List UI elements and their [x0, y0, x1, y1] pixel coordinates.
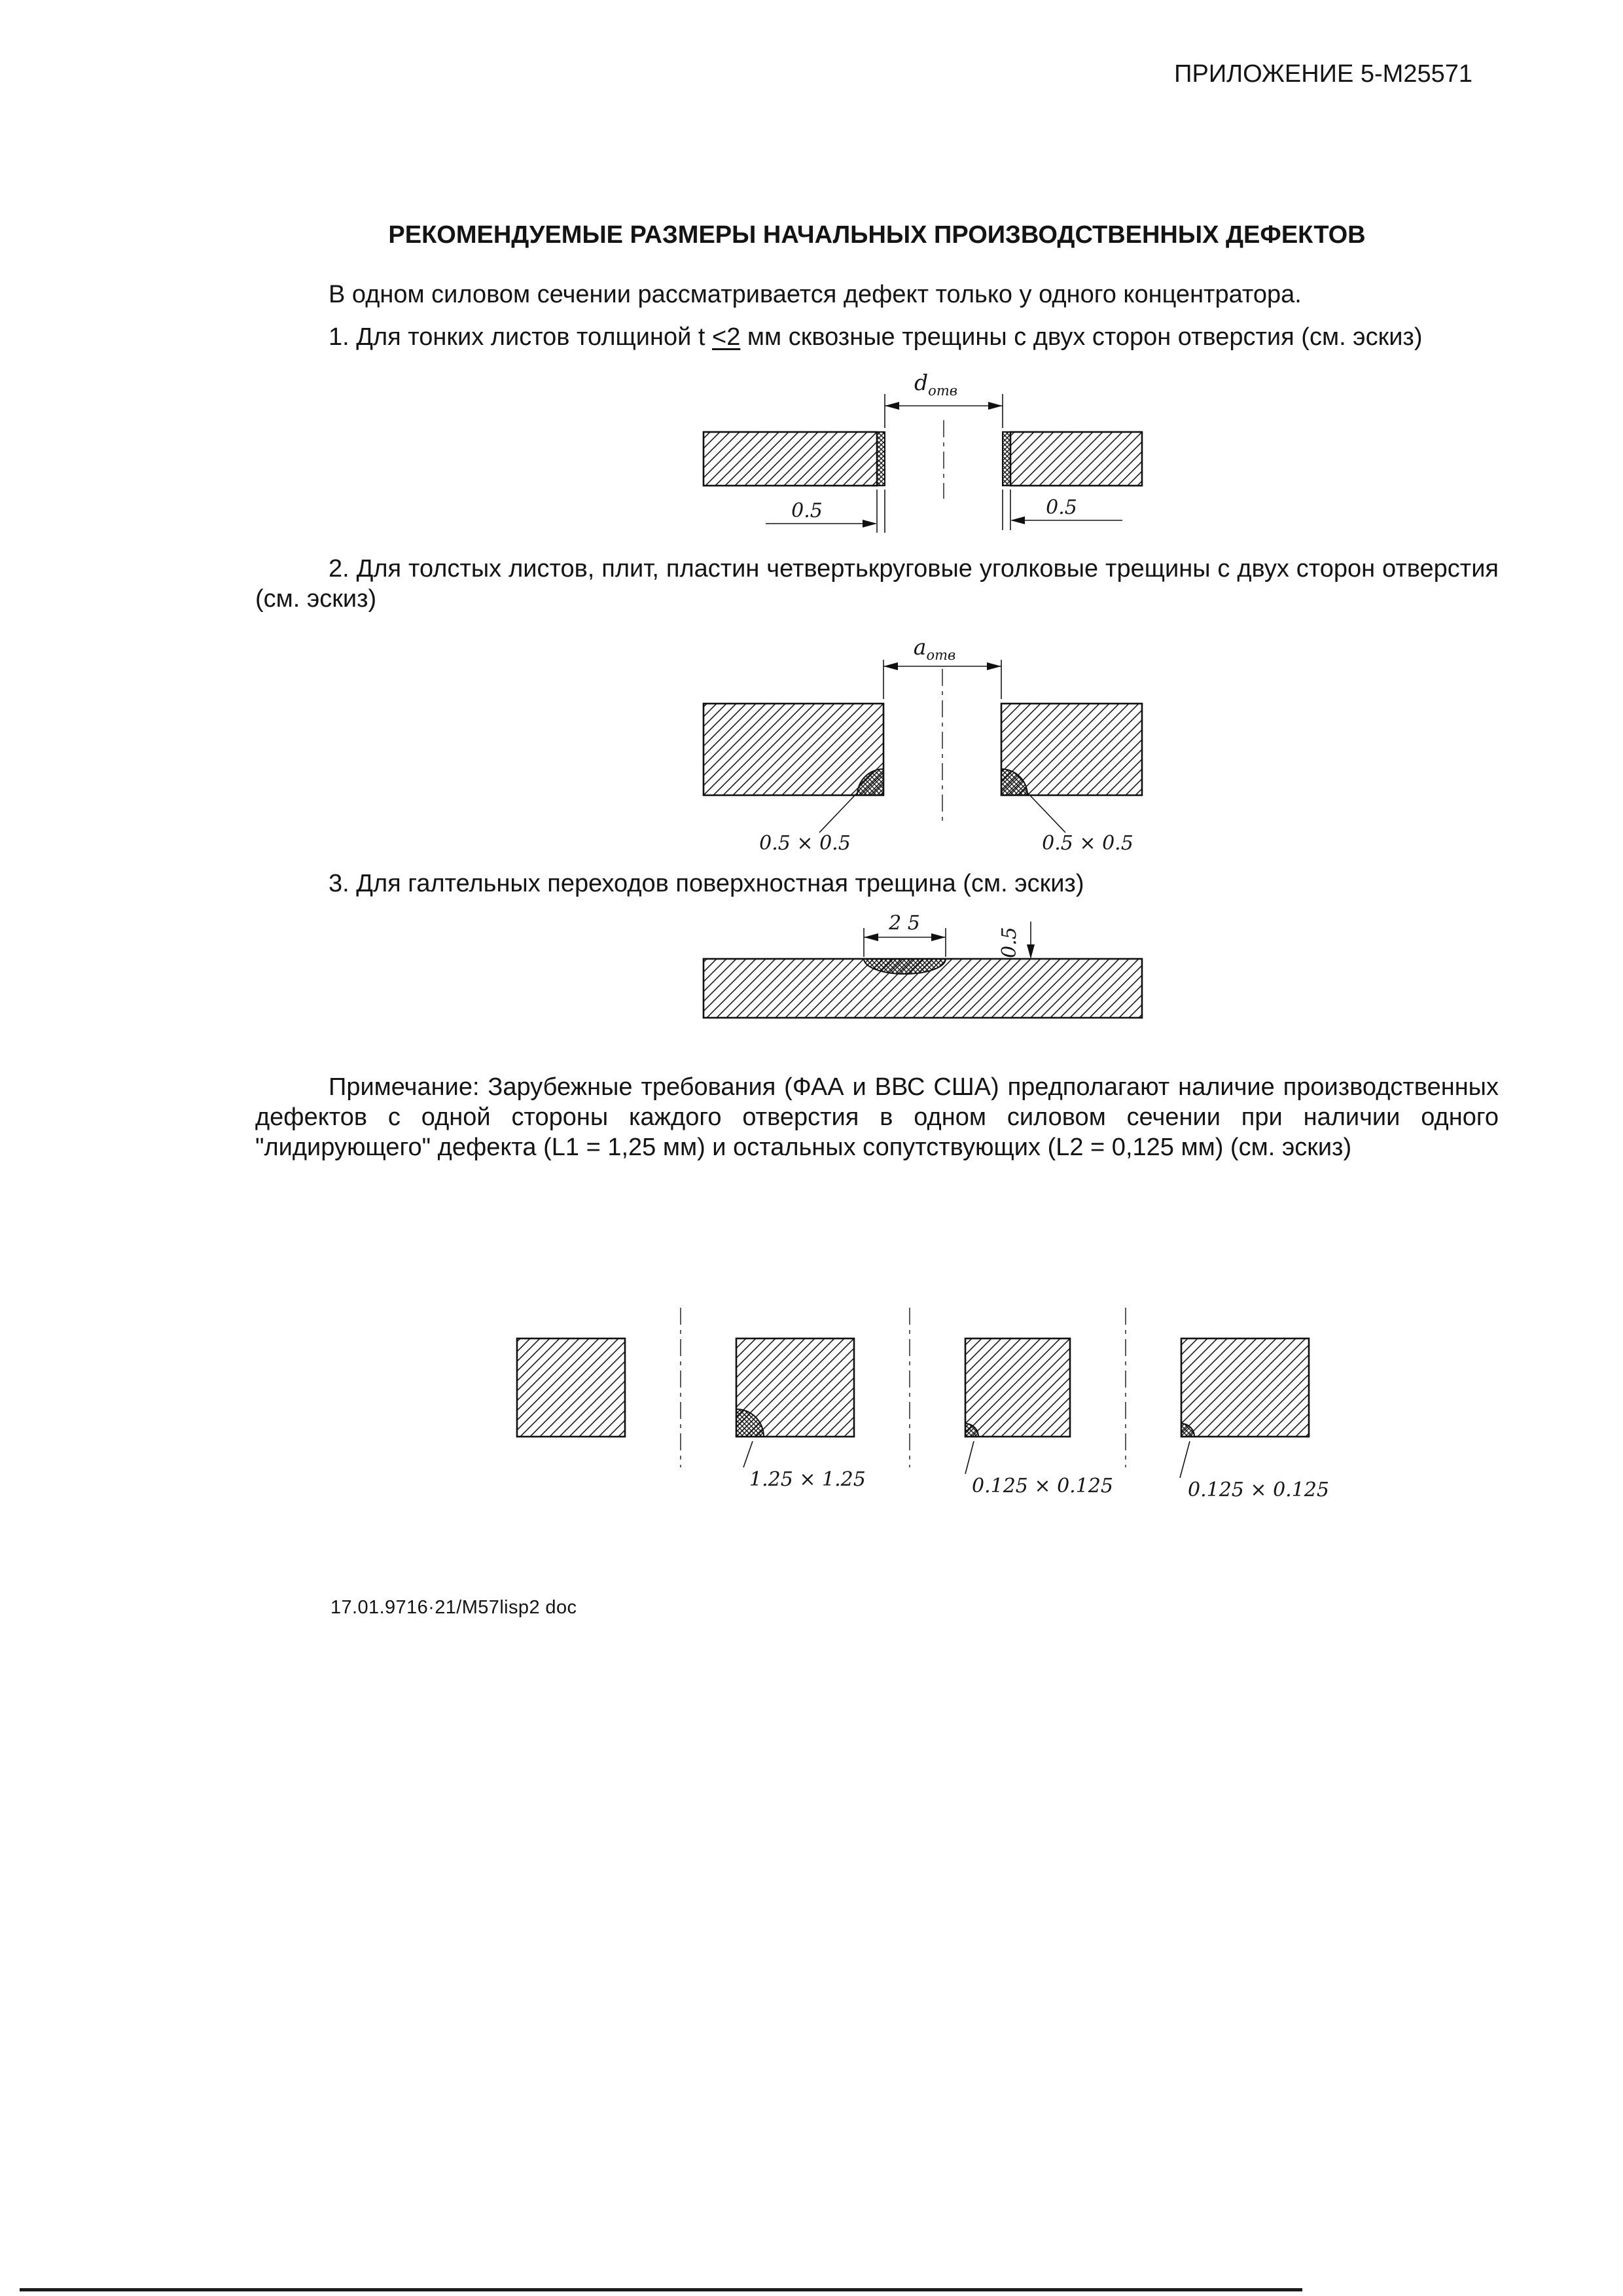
sketch-fillet-surface-crack — [654, 903, 1211, 1060]
plate-right-section — [1010, 432, 1142, 486]
strip-sections — [517, 1308, 1309, 1467]
arrowhead — [988, 402, 1003, 410]
item-1-text-pre: 1. Для тонких листов толщиной t — [329, 323, 713, 351]
item-2-paragraph: 2. Для толстых листов, плит, пластин четвертькруговые уголковые трещины с двух сторон отверстия (см. эскиз) — [255, 555, 1499, 613]
diameter-subscript: отв — [926, 647, 956, 663]
intro-paragraph: В одном силовом сечении рассматривается дефект только у одного концентратора. — [329, 281, 1302, 308]
document-title: РЕКОМЕНДУЕМЫЕ РАЗМЕРЫ НАЧАЛЬНЫХ ПРОИЗВОДСТВЕННЫХ ДЕФЕКТОВ — [388, 221, 1366, 249]
accompanying-crack-size-label-1: 0.125 × 0.125 — [972, 1475, 1113, 1498]
strip-section-3 — [965, 1338, 1070, 1437]
item-1-text-post: мм сквозные трещины с двух сторон отверстия (см. эскиз) — [740, 323, 1423, 351]
arrowhead — [1010, 516, 1025, 524]
crack-length-dimension — [864, 912, 946, 957]
sketch-thick-plate-corner-cracks — [654, 628, 1211, 864]
arrowhead — [883, 662, 898, 670]
crack-size-dimension-right — [1003, 490, 1122, 530]
item-1-paragraph — [255, 322, 1499, 352]
arrowhead — [1027, 944, 1035, 959]
hole-diameter-label — [914, 634, 955, 663]
arrowhead — [987, 662, 1001, 670]
arrowhead — [863, 520, 877, 528]
crack-depth-dimension — [952, 922, 1052, 959]
leading-crack-size-label: 1.25 × 1.25 — [749, 1468, 866, 1491]
crack-length-label: 2 5 — [889, 912, 920, 935]
hole-diameter-dimension — [883, 634, 1001, 699]
corner-crack-size-left: 0.5 × 0.5 — [759, 832, 851, 855]
plate-left-section — [704, 432, 877, 486]
plate-left-section — [704, 704, 883, 795]
diameter-subscript: отв — [928, 383, 957, 399]
through-crack-right — [1003, 432, 1010, 486]
hole-diameter-dimension — [885, 370, 1003, 428]
scan-artifact-line — [20, 2288, 1302, 2291]
diameter-symbol: a — [913, 634, 927, 660]
diameter-symbol: d — [914, 370, 929, 395]
crack-size-label-right: 0.5 — [1046, 496, 1077, 519]
arrowhead — [885, 402, 899, 410]
crack-depth-label: 0.5 — [998, 927, 1021, 958]
corner-crack-size-right: 0.5 × 0.5 — [1042, 832, 1133, 855]
sketch-thin-sheet-through-cracks — [654, 360, 1211, 563]
hole-diameter-label — [914, 370, 957, 399]
crack-size-label-left: 0.5 — [791, 499, 823, 522]
through-crack-left — [877, 432, 885, 486]
leader-line — [743, 1441, 753, 1467]
item-1-thickness-limit: <2 — [712, 323, 741, 351]
plate-section — [704, 669, 1142, 821]
plate-section — [704, 420, 1142, 499]
crack-size-dimension-left — [766, 490, 885, 533]
strip-section-1 — [517, 1338, 625, 1437]
item-3-paragraph: 3. Для галтельных переходов поверхностная трещина (см. эскиз) — [329, 870, 1084, 897]
leader-line-left — [819, 790, 860, 833]
sketch-multi-hole-strip — [458, 1302, 1407, 1518]
strip-section-4 — [1181, 1338, 1309, 1437]
arrowhead — [931, 933, 946, 941]
arrowhead — [864, 933, 878, 941]
leader-line — [1180, 1441, 1190, 1478]
note-paragraph: Примечание: Зарубежные требования (ФАА и ВВС США) предполагают наличие производственных дефектов с одной стороны каждого отверстия в одном силовом сечении при наличии одного "лидирующего" дефекта (L1 = 1,25 мм) и остальных сопутствующих (L2 = 0,125 мм) (см. эскиз) — [255, 1073, 1499, 1161]
appendix-header: ПРИЛОЖЕНИЕ 5-М25571 — [1174, 60, 1472, 88]
leader-line-right — [1025, 790, 1065, 833]
leader-line — [965, 1441, 974, 1474]
document-footer-reference: 17.01.9716·21/M57lisp2 doc — [330, 1597, 577, 1618]
accompanying-crack-size-label-2: 0.125 × 0.125 — [1188, 1479, 1329, 1501]
